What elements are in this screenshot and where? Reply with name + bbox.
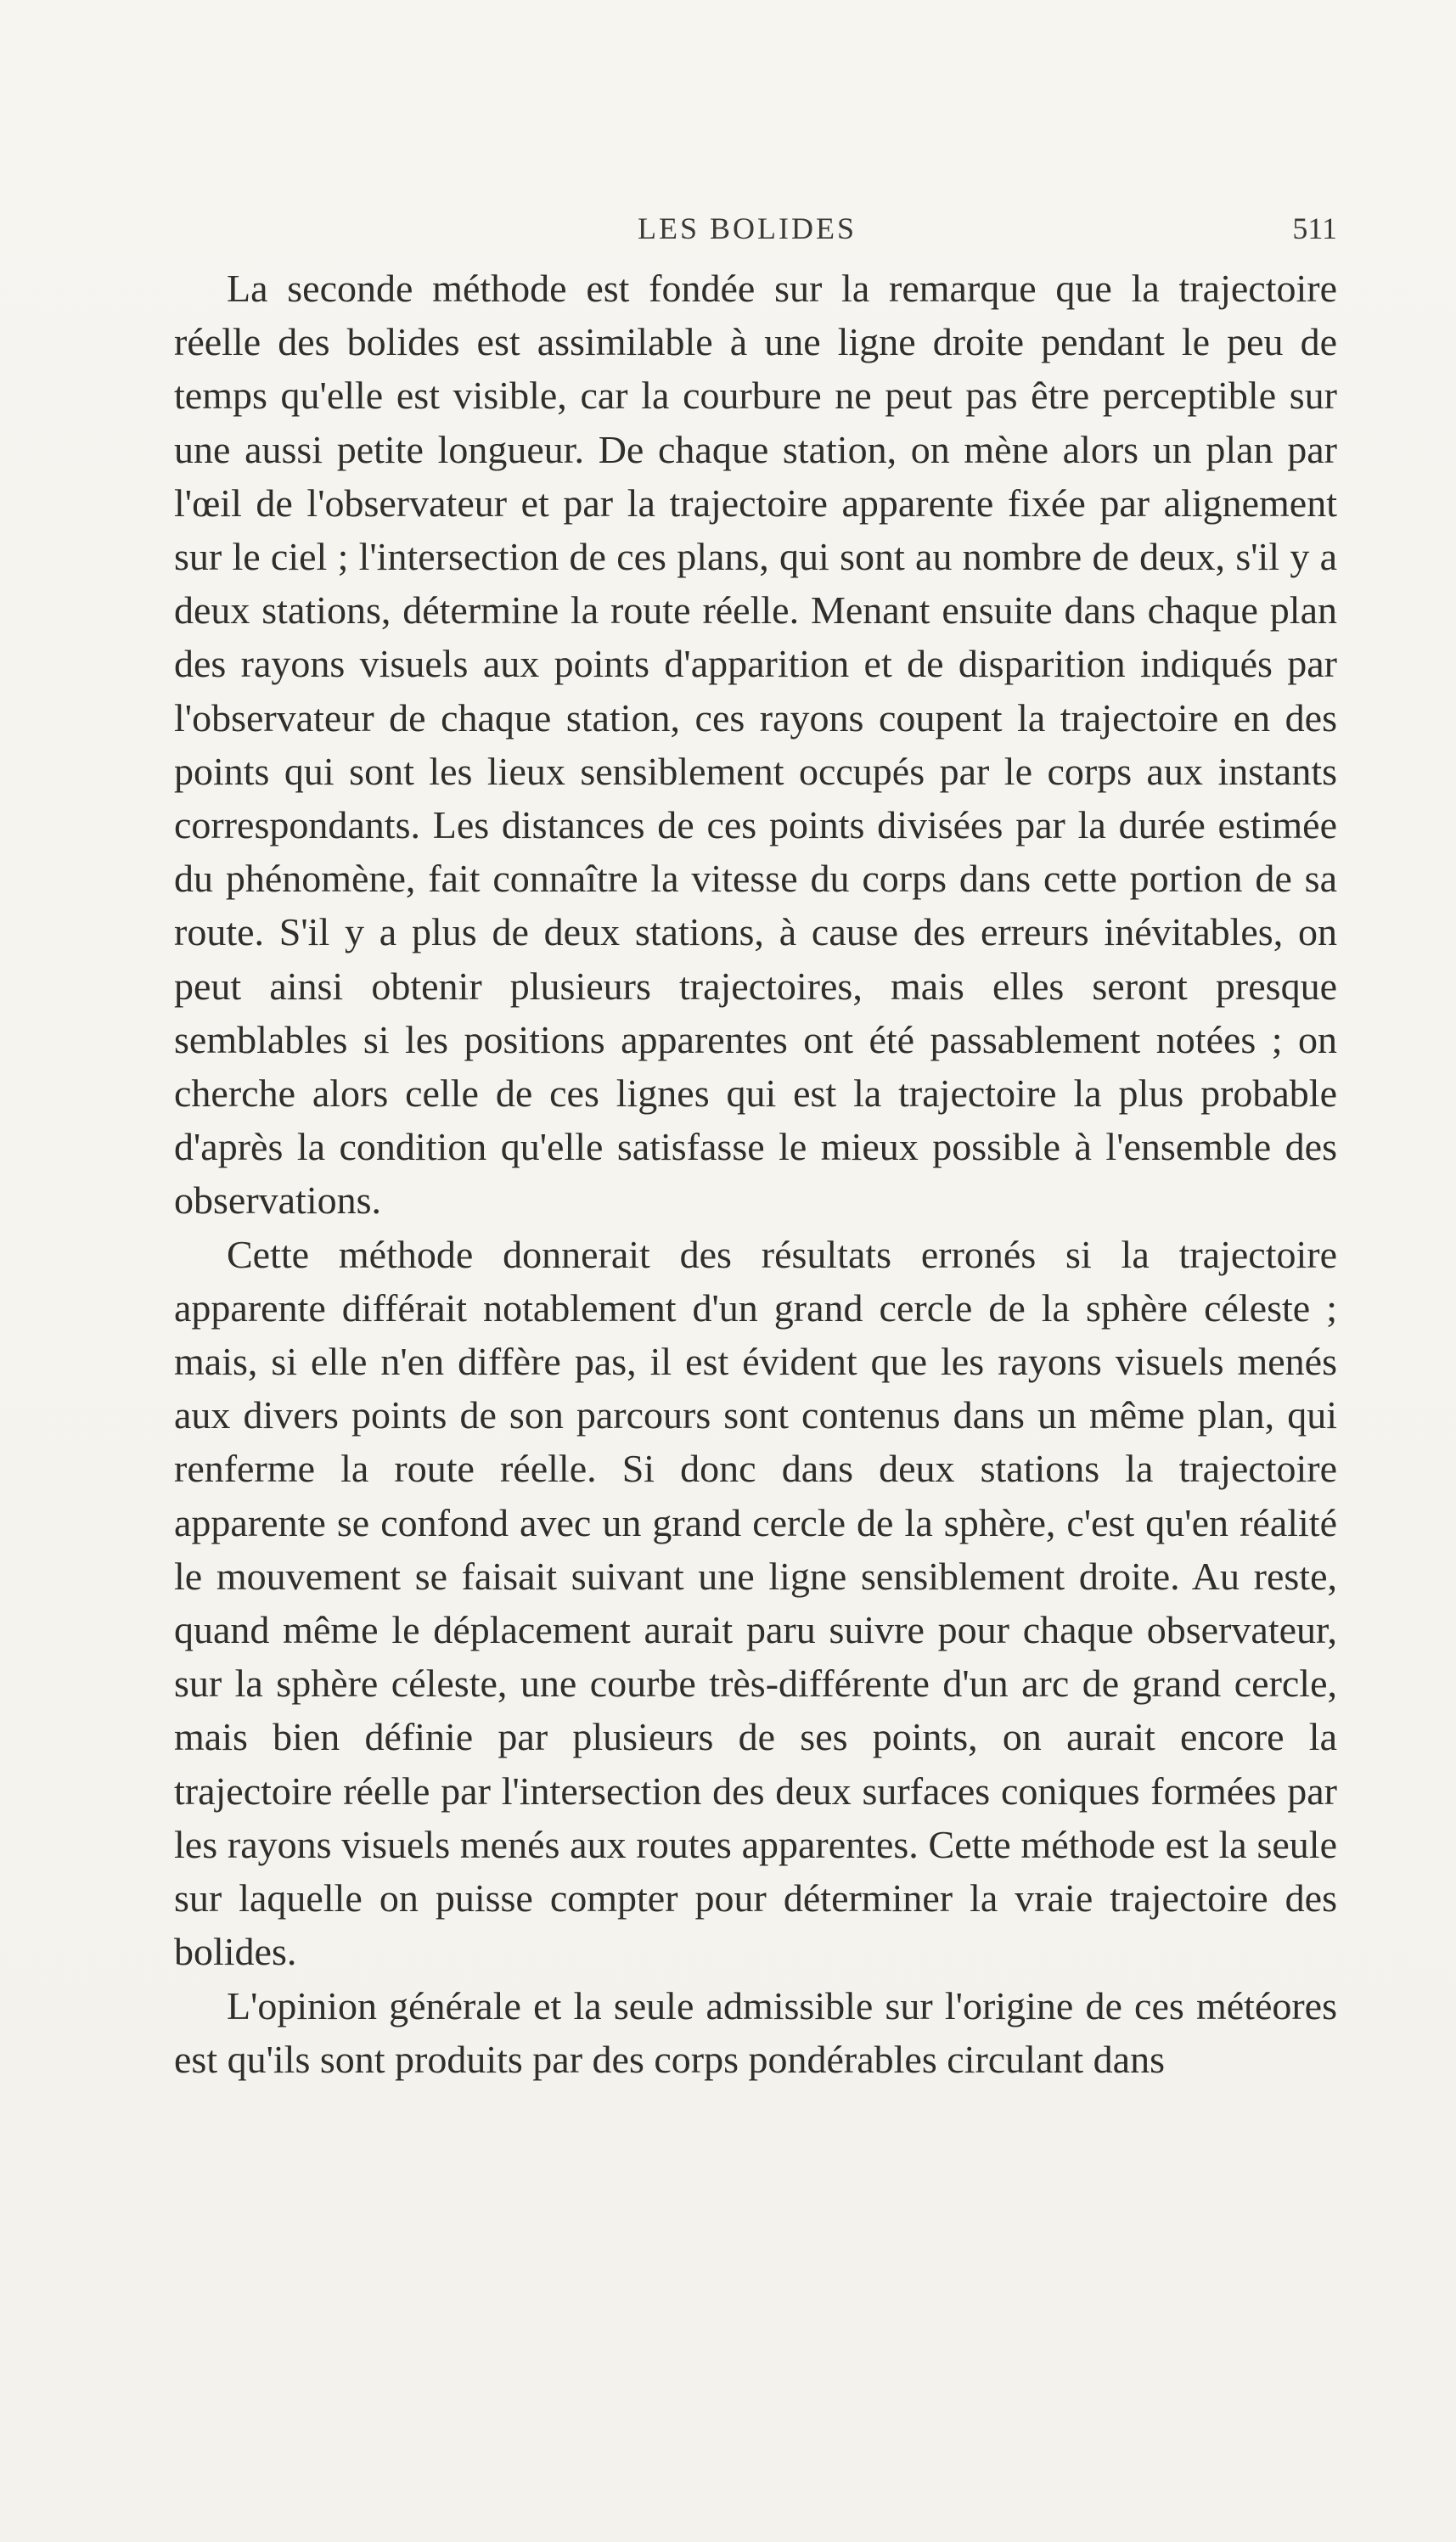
paragraph-method-validity: Cette méthode donnerait des résultats erronés si la trajectoire apparente différait notablement d'un grand cercle de la sphère céleste ; mais, si elle n'en diffère pas, il est évident que les rayons visuels menés aux divers points de son parcours sont contenus dans un même plan, qui renferme la route réelle. Si donc dans deux stations la trajectoire apparente se confond avec un grand cercle de la sphère, c'est qu'en réalité le mouvement se faisait suivant une ligne sensiblement droite. Au reste, quand même le déplacement aurait paru suivre pour chaque observateur, sur la sphère céleste, une courbe très-différente d'un arc de grand cercle, mais bien définie par plusieurs de ses points, on aurait encore la trajectoire réelle par l'intersection des deux surfaces coniques formées par les rayons visuels menés aux routes apparentes. Cette méthode est la seule sur laquelle on puisse compter pour déterminer la vraie trajectoire des bolides. <box>174 1232 1337 1974</box>
paragraph-origin-opinion: L'opinion générale et la seule admissible sur l'origine de ces météores est qu'ils sont produits par des corps pondérables circulant dans <box>174 1983 1337 2081</box>
page-number: 511 <box>1292 211 1337 245</box>
paragraph-second-method: La seconde méthode est fondée sur la remarque que la trajectoire réelle des bolides est assimilable à une ligne droite pendant le peu de temps qu'elle est visible, car la courbure ne peut pas être perceptible sur une aussi petite longueur. De chaque station, on mène alors un plan par l'œil de l'observateur et par la trajectoire apparente fixée par alignement sur le ciel ; l'intersection de ces plans, qui sont au nombre de deux, s'il y a deux stations, détermine la route réelle. Menant ensuite dans chaque plan des rayons visuels aux points d'apparition et de disparition indiqués par l'observateur de chaque station, ces rayons coupent la trajectoire en des points qui sont les lieux sensiblement occupés par le corps aux instants correspondants. Les distances de ces points divisées par la durée estimée du phénomène, fait connaître la vitesse du corps dans cette portion de sa route. S'il y a plus de deux stations, à cause des erreurs inévitables, on peut ainsi obtenir plusieurs trajectoires, mais elles seront presque semblables si les positions apparentes ont été passablement notées ; on cherche alors celle de ces lignes qui est la trajectoire la plus probable d'après la condition qu'elle satisfasse le mieux possible à l'ensemble des observations. <box>174 267 1337 1223</box>
running-title: LES BOLIDES <box>638 211 857 245</box>
body-text <box>174 262 1337 2086</box>
